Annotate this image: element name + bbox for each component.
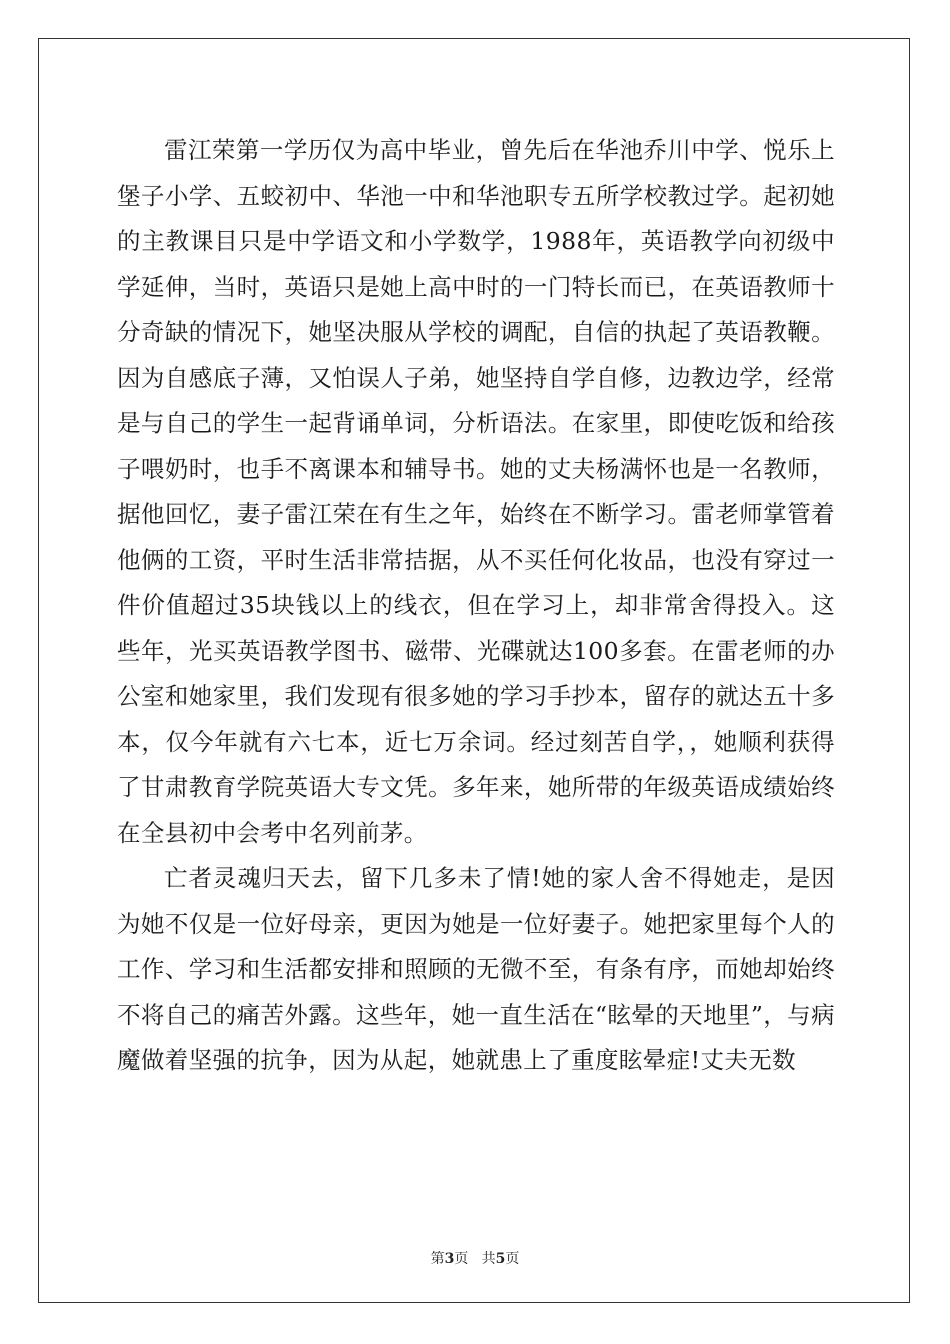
page-footer (0, 1248, 950, 1268)
page-prefix: 第 (430, 1251, 445, 1267)
paragraph-2: 亡者灵魂归天去，留下几多未了情!她的家人舍不得她走，是因为她不仅是一位好母亲，更因为她是一位好妻子。她把家里每个人的工作、学习和生活都安排和照顾的无微不至，有条有序，而她却始终不将自己的痛苦外露。这些年，她一直生活在“眩晕的天地里”，与病魔做着坚强的抗争，因为从起，她就患上了重度眩晕症!丈夫无数 (117, 864, 835, 1074)
total-pages: 5 (495, 1251, 506, 1267)
total-prefix: 共 (481, 1251, 496, 1267)
page-suffix: 页 (454, 1251, 469, 1267)
document-body (117, 128, 835, 1084)
page-number: 3 (444, 1251, 455, 1267)
paragraph-1: 雷江荣第一学历仅为高中毕业，曾先后在华池乔川中学、悦乐上堡子小学、五蛟初中、华池一中和华池职专五所学校教过学。起初她的主教课目只是中学语文和小学数学，1988年，英语教学向初级中学延伸，当时，英语只是她上高中时的一门特长而已，在英语教师十分奇缺的情况下，她坚决服从学校的调配，自信的执起了英语教鞭。因为自感底子薄，又怕误人子弟，她坚持自学自修，边教边学，经常是与自己的学生一起背诵单词，分析语法。在家里，即使吃饭和给孩子喂奶时，也手不离课本和辅导书。她的丈夫杨满怀也是一名教师，据他回忆，妻子雷江荣在有生之年，始终在不断学习。雷老师掌管着他俩的工资，平时生活非常拮据，从不买任何化妆品，也没有穿过一件价值超过35块钱以上的线衣，但在学习上，却非常舍得投入。这些年，光买英语教学图书、磁带、光碟就达100多套。在雷老师的办公室和她家里，我们发现有很多她的学习手抄本，留存的就达五十多本，仅今年就有六七本，近七万余词。经过刻苦自学，，她顺利获得了甘肃教育学院英语大专文凭。多年来，她所带的年级英语成绩始终在全县初中会考中名列前茅。 (117, 136, 835, 847)
total-suffix: 页 (505, 1251, 520, 1267)
